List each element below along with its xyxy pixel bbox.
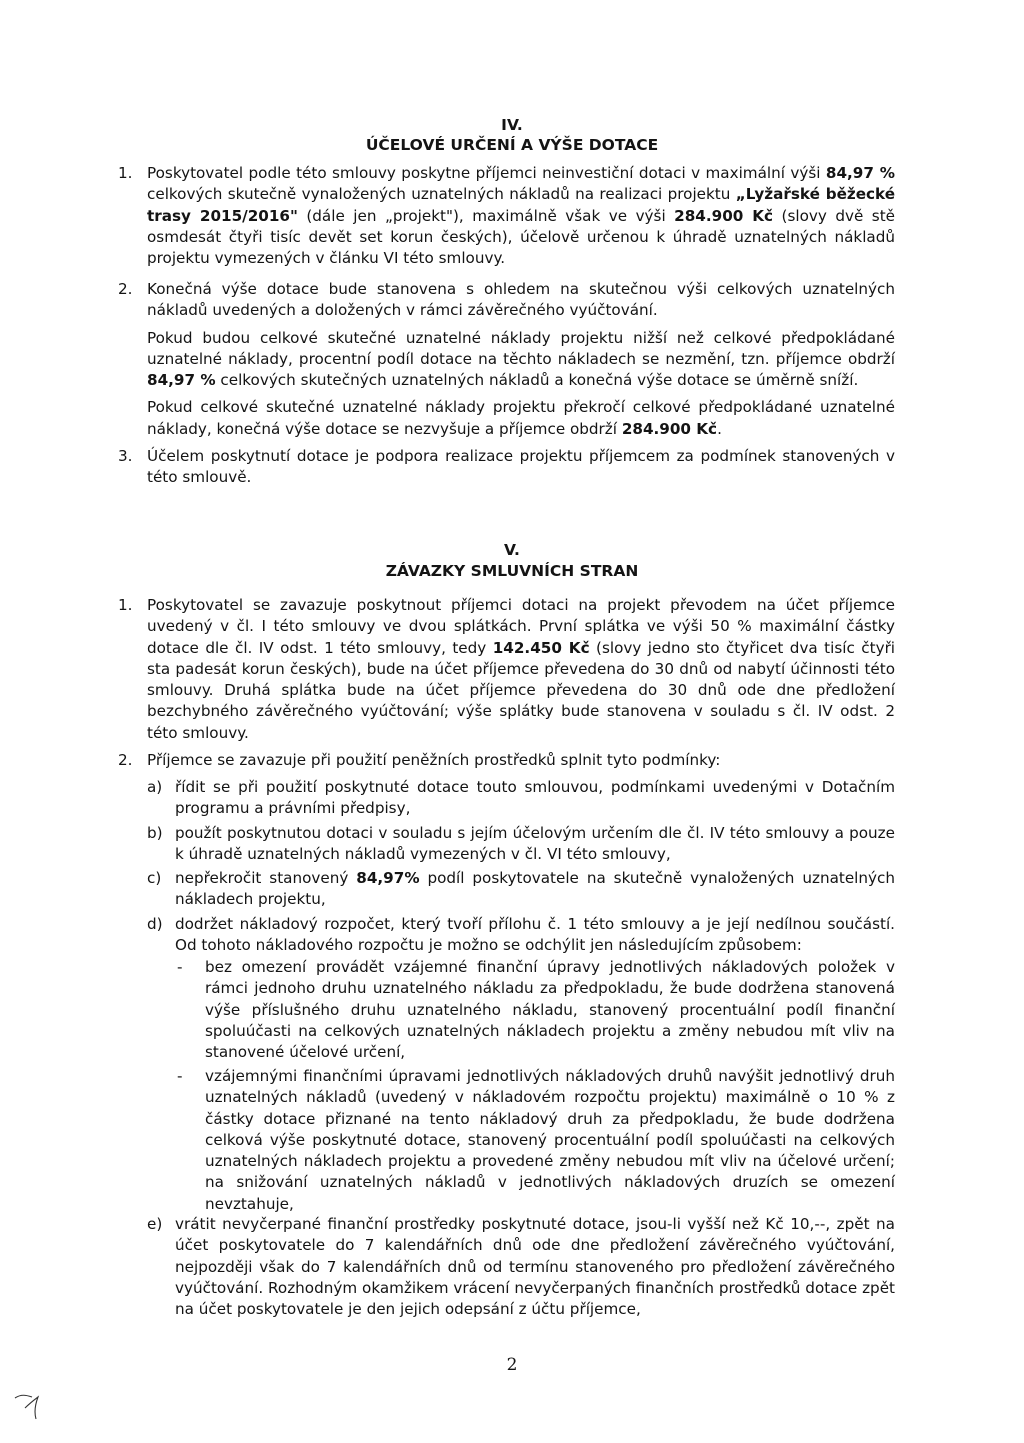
condition-d-dash-1-text: bez omezení provádět vzájemné finanční úpravy jednotlivých nákladových položek v rámci jednoho druhu uznatelného nákladu za předpokladu, že bude dodržena stanovená výše příslušného druhu uznatelného nákladu, stanovený procentuální podíl finanční spoluúčasti na celkových uznatelných nákladech projektu a změny nebudou mít vliv na stanovené účelové určení, (205, 958, 895, 1062)
condition-d-dash-2-mark: - (177, 1067, 183, 1085)
section-iv-title: ÚČELOVÉ URČENÍ A VÝŠE DOTACE (365, 136, 659, 154)
condition-b-letter: b) (147, 824, 163, 842)
iv-item-1-text: Poskytovatel podle této smlouvy poskytne příjemci neinvestiční dotaci v maximální výši 84,97 % celkových skutečně vynaložených uznatelných nákladů na realizaci projektu „Lyžařské běžecké trasy 2015/2016" (dále jen „projekt"), maximálně však ve výši 284.900 Kč (slovy dvě stě osmdesát čtyři tisíc devět set korun českých), účelově určenou k úhradě uznatelných nákladů projektu vymezených v článku VI této smlouvy. (147, 164, 896, 268)
condition-b-text: použít poskytnutou dotaci v souladu s jejím účelovým určením dle čl. IV této smlouvy a pouze k úhradě uznatelných nákladů vymezených v čl. VI této smlouvy, (175, 824, 895, 864)
v-item-1-number: 1. (118, 596, 133, 614)
iv-item-3-number: 3. (118, 447, 133, 465)
condition-a-letter: a) (147, 778, 163, 796)
condition-a-text: řídit se při použití poskytnuté dotace touto smlouvou, podmínkami uvedenými v Dotačním programu a právními předpisy, (175, 778, 895, 818)
condition-d-dash-1-mark: - (177, 958, 183, 976)
v-item-2-intro: Příjemce se zavazuje při použití peněžních prostředků splnit tyto podmínky: (147, 751, 721, 769)
iv-item-3-text: Účelem poskytnutí dotace je podpora realizace projektu příjemcem za podmínek stanovených v této smlouvě. (147, 447, 895, 487)
iv-item-2-paragraph-1: Konečná výše dotace bude stanovena s ohledem na skutečnou výši celkových uznatelných nákladů uvedených a doložených v rámci závěrečného vyúčtování. (147, 280, 895, 320)
page-number: 2 (506, 1355, 518, 1375)
iv-item-2-text (147, 279, 895, 440)
condition-e-letter: e) (147, 1215, 163, 1233)
iv-item-1-number: 1. (118, 164, 133, 182)
v-item-1-text: Poskytovatel se zavazuje poskytnout příjemci dotaci na projekt převodem na účet příjemce uvedený v čl. I této smlouvy ve dvou splátkách. První splátka ve výši 50 % maximální částky dotace dle čl. IV odst. 1 této smlouvy, tedy 142.450 Kč (slovy jedno sto čtyřicet dva tisíc čtyři sta padesát korun českých), bude na účet příjemce převedena do 30 dnů od nabytí účinnosti této smlouvy. Druhá splátka bude na účet příjemce převedena do 30 dnů ode dne předložení bezchybného závěrečného vyúčtování; výše splátky bude stanovena v souladu s čl. IV odst. 2 této smlouvy. (147, 596, 896, 742)
condition-c-text: nepřekročit stanovený 84,97% podíl poskytovatele na skutečně vynaložených uznatelných nákladech projektu, (175, 869, 895, 909)
section-v-number: V. (504, 541, 520, 559)
condition-c-letter: c) (147, 869, 162, 887)
v-item-2-number: 2. (118, 751, 133, 769)
condition-d-text: dodržet nákladový rozpočet, který tvoří přílohu č. 1 této smlouvy a je její nedílnou součástí. Od tohoto nákladového rozpočtu je možno se odchýlit jen následujícím způsobem: (175, 915, 895, 955)
condition-e-text: vrátit nevyčerpané finanční prostředky poskytnuté dotace, jsou-li vyšší než Kč 10,--, zpět na účet poskytovatele do 7 kalendářních dnů ode dne předložení závěrečného vyúčtování, nejpozději však do 7 kalendářních dnů od termínu stanoveného pro předložení závěrečného vyúčtování. Rozhodným okamžikem vrácení nevyčerpaných finančních prostředků dotace zpět na účet poskytovatele je den jejich odepsání z účtu příjemce, (175, 1215, 895, 1319)
section-iv-number: IV. (501, 116, 523, 134)
iv-item-2-number: 2. (118, 280, 133, 298)
iv-item-2-paragraph-3: Pokud celkové skutečné uznatelné náklady projektu překročí celkové předpokládané uznatelné náklady, konečná výše dotace se nezvyšuje a příjemce obdrží 284.900 Kč. (147, 398, 895, 438)
iv-item-2-paragraph-2: Pokud budou celkové skutečné uznatelné náklady projektu nižší než celkové předpokládané uznatelné náklady, procentní podíl dotace na těchto nákladech se nezmění, tzn. příjemce obdrží 84,97 % celkových skutečných uznatelných nákladů a konečná výše dotace se úměrně sníží. (147, 328, 895, 390)
condition-d-letter: d) (147, 915, 163, 933)
handwritten-mark (12, 1388, 46, 1422)
section-v-title: ZÁVAZKY SMLUVNÍCH STRAN (385, 562, 639, 580)
condition-d-dash-2-text: vzájemnými finančními úpravami jednotlivých nákladových druhů navýšit jednotlivý druh uznatelných nákladů (uvedený v nákladovém rozpočtu projektu) maximálně o 10 % z částky dotace přiznané na tento nákladový druh za předpokladu, že bude dodržena celková výše poskytnuté dotace, stanovený procentuální podíl spoluúčasti na celkových uznatelných nákladech projektu a provedené změny nebudou mít vliv na účelové určení; na snižování uznatelných nákladů v jednotlivých nákladových druzích se omezení nevztahuje, (205, 1067, 895, 1213)
